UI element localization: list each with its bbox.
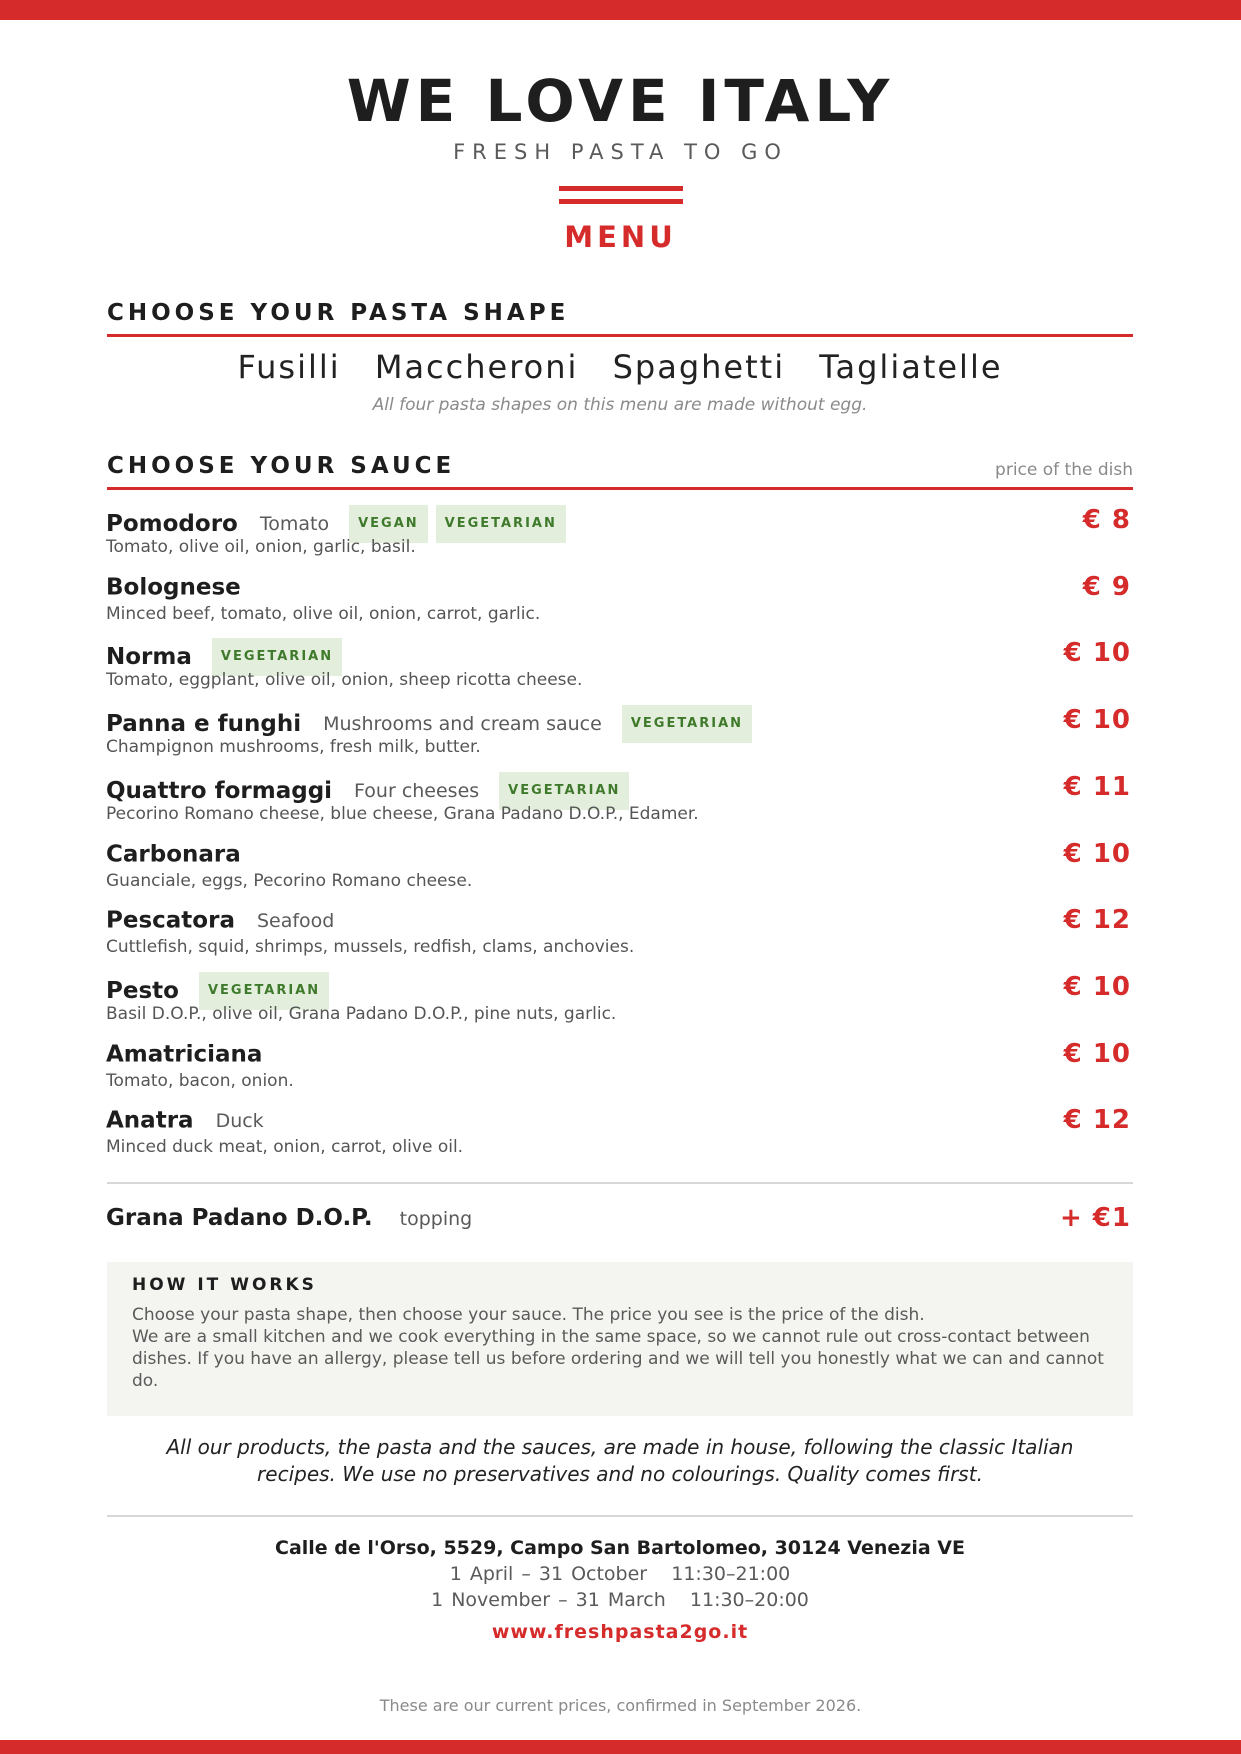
topping-divider — [107, 1182, 1133, 1184]
dish-description: Champignon mushrooms, fresh milk, butter. — [106, 737, 481, 757]
dish-row — [106, 638, 1133, 698]
dish-price: € 12 — [1063, 1105, 1131, 1135]
diet-tag: VEGETARIAN — [212, 638, 342, 676]
dish-title-line — [106, 1105, 1133, 1135]
dish-price: € 12 — [1063, 905, 1131, 935]
dish-title-line — [106, 1039, 1133, 1069]
hours-time: 11:30–21:00 — [671, 1563, 791, 1585]
how-it-works-title: HOW IT WORKS — [132, 1275, 317, 1295]
pasta-shapes — [107, 348, 1133, 386]
diet-tag: VEGETARIAN — [499, 772, 629, 810]
pasta-section-header — [107, 297, 1133, 337]
dish-title-line — [106, 772, 1133, 802]
quality-statement: All our products, the pasta and the sauces, are made in house, following the classic Italian recipes. We use no preservatives and no colourings. Quality comes first. — [166, 1435, 1074, 1486]
hours-row — [107, 1561, 1133, 1587]
brand-title: WE LOVE ITALY — [346, 67, 895, 135]
dish-row — [106, 705, 1133, 765]
website-link[interactable]: www.freshpasta2go.it — [491, 1621, 749, 1643]
dish-row — [106, 839, 1133, 899]
price-column-header: price of the dish — [995, 460, 1133, 480]
diet-tag: VEGETARIAN — [199, 972, 329, 1010]
price-note: These are our current prices, confirmed in September 2026. — [379, 1696, 862, 1715]
dish-row — [106, 1105, 1133, 1165]
dish-description: Minced beef, tomato, olive oil, onion, carrot, garlic. — [106, 604, 541, 624]
topping-name: Grana Padano D.O.P. — [106, 1205, 373, 1231]
pasta-shape: Spaghetti — [612, 348, 786, 386]
dish-description: Tomato, olive oil, onion, garlic, basil. — [106, 537, 416, 557]
pasta-shape: Maccheroni — [374, 348, 579, 386]
dish-name: Anatra — [106, 1107, 194, 1134]
dish-description: Pecorino Romano cheese, blue cheese, Grana Padano D.O.P., Edamer. — [106, 804, 699, 824]
dish-title-line — [106, 839, 1133, 869]
menu-label: MENU — [564, 220, 677, 254]
dish-subtitle: Four cheeses — [354, 780, 480, 802]
dish-title-line — [106, 705, 1133, 735]
dish-name: Pomodoro — [106, 511, 238, 537]
dish-name: Pesto — [106, 978, 179, 1004]
dish-subtitle: Tomato — [259, 513, 330, 535]
sauce-section-header — [107, 450, 1133, 490]
dish-title-line — [106, 905, 1133, 935]
dish-price: € 10 — [1063, 972, 1131, 1002]
topping-label: topping — [399, 1208, 473, 1230]
how-it-works-text — [132, 1304, 1108, 1392]
dish-subtitle: Seafood — [256, 909, 335, 932]
dish-price: € 10 — [1063, 705, 1131, 735]
diet-tag: VEGETARIAN — [622, 705, 752, 743]
dish-price: € 10 — [1063, 1039, 1131, 1069]
dish-price: € 10 — [1063, 638, 1131, 668]
topping-price: + €1 — [1059, 1203, 1131, 1233]
bottom-accent-bar — [0, 1740, 1241, 1754]
opening-hours — [107, 1561, 1133, 1613]
diet-tag: VEGAN — [349, 505, 428, 543]
hours-time: 11:30–20:00 — [689, 1589, 809, 1611]
dish-name: Quattro formaggi — [106, 778, 333, 804]
dish-row — [106, 1039, 1133, 1099]
dish-title-line — [106, 638, 1133, 668]
pasta-section-title: CHOOSE YOUR PASTA SHAPE — [107, 300, 570, 326]
pasta-shapes-note: All four pasta shapes on this menu are made without egg. — [372, 395, 868, 415]
dish-description: Tomato, eggplant, olive oil, onion, sheep ricotta cheese. — [106, 670, 583, 690]
dish-title-line — [106, 972, 1133, 1002]
pasta-shape: Tagliatelle — [819, 348, 1003, 386]
dish-price: € 8 — [1082, 505, 1131, 535]
hours-row — [107, 1587, 1133, 1613]
dish-name: Amatriciana — [106, 1041, 263, 1068]
menu-header — [0, 66, 1241, 254]
dish-title-line — [106, 572, 1133, 602]
dish-row — [106, 972, 1133, 1032]
dish-subtitle: Mushrooms and cream sauce — [323, 713, 602, 735]
dish-row — [106, 572, 1133, 632]
brand-subtitle: FRESH PASTA TO GO — [453, 140, 788, 164]
how-it-works-box — [107, 1262, 1133, 1416]
pasta-shape: Fusilli — [237, 348, 341, 386]
dish-price: € 10 — [1063, 839, 1131, 869]
dish-description: Basil D.O.P., olive oil, Grana Padano D.O.P., pine nuts, garlic. — [106, 1004, 617, 1024]
dish-subtitle: Duck — [215, 1109, 264, 1132]
dish-name: Carbonara — [106, 841, 241, 868]
dish-row — [106, 905, 1133, 965]
hours-period: 1 November – 31 March — [431, 1589, 666, 1611]
hours-period: 1 April – 31 October — [449, 1563, 648, 1585]
dish-name: Pescatora — [106, 907, 235, 934]
header-divider — [559, 186, 683, 204]
dish-price: € 9 — [1082, 572, 1131, 602]
dish-title-line — [106, 505, 1133, 535]
dish-row — [106, 505, 1133, 565]
diet-tag: VEGETARIAN — [436, 505, 566, 543]
dish-description: Minced duck meat, onion, carrot, olive oil. — [106, 1137, 464, 1157]
dish-name: Bolognese — [106, 574, 241, 601]
how-it-works-line: We are a small kitchen and we cook everything in the same space, so we cannot rule out cross-contact between dishes. If you have an allergy, please tell us before ordering and we will tell you honestly what we can and cannot do. — [132, 1327, 1104, 1391]
sauce-section-title: CHOOSE YOUR SAUCE — [107, 453, 456, 479]
dish-name: Norma — [106, 644, 192, 670]
footer — [107, 1535, 1133, 1645]
footer-divider — [107, 1515, 1133, 1517]
address: Calle de l'Orso, 5529, Campo San Bartolomeo, 30124 Venezia VE — [275, 1537, 965, 1559]
dish-row — [106, 772, 1133, 832]
dish-description: Tomato, bacon, onion. — [106, 1071, 294, 1091]
how-it-works-line: Choose your pasta shape, then choose your sauce. The price you see is the price of the dish. — [132, 1305, 925, 1325]
dish-description: Guanciale, eggs, Pecorino Romano cheese. — [106, 871, 473, 891]
topping-row — [106, 1201, 1133, 1235]
dish-price: € 11 — [1063, 772, 1131, 802]
top-accent-bar — [0, 0, 1241, 20]
dish-description: Cuttlefish, squid, shrimps, mussels, redfish, clams, anchovies. — [106, 937, 635, 957]
dish-name: Panna e funghi — [106, 711, 302, 737]
